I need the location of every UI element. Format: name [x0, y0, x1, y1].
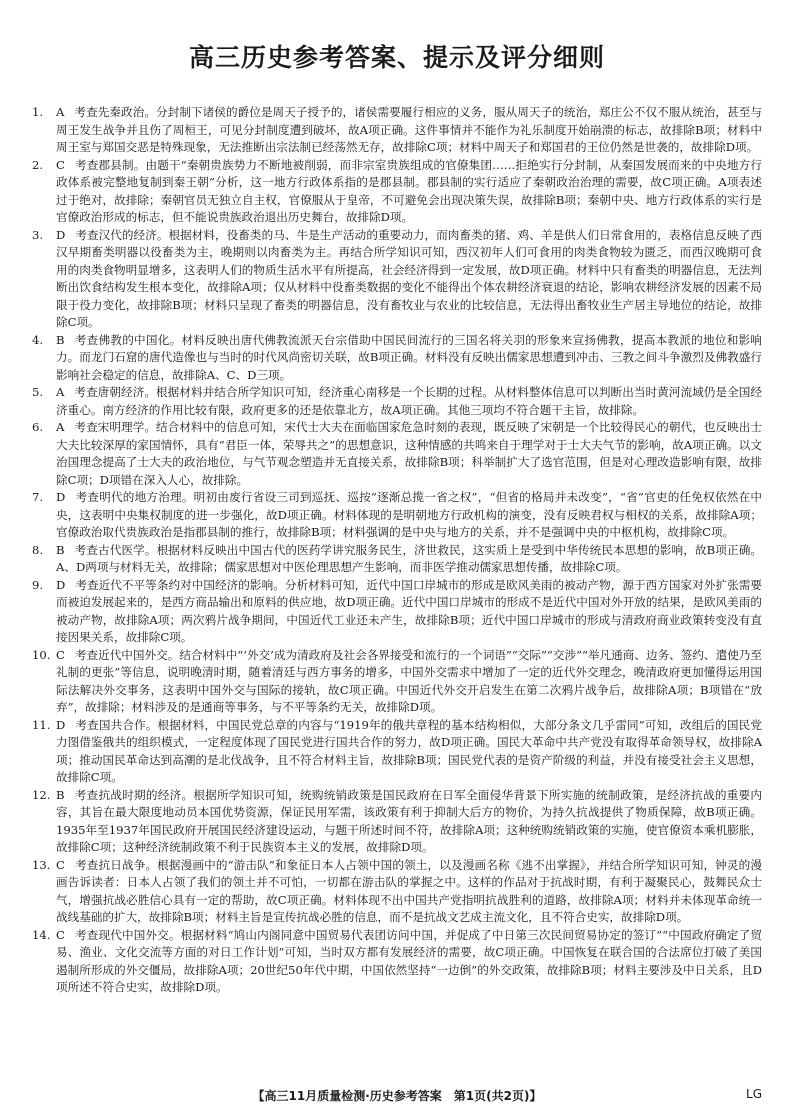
- answer-letter: C: [56, 647, 65, 662]
- answer-item: [32, 927, 762, 997]
- answer-letter: B: [56, 332, 65, 347]
- answer-letter: D: [56, 717, 66, 732]
- answer-item: [32, 227, 762, 332]
- answer-explanation: 考查近代中国外交。结合材料中“‘外交’成为清政府及社会各界接受和流行的一个词语”“交际”“交涉”“举凡通商、边务、签约、遣使乃至礼制的更张”等信息，说明晚清时期，随着清廷与西方事务的增多，中国外交需求中增加了一定的近代外交理念，晚清政府更加懂得运用国际法解决外交事务，这表明中国外交与国际的接轨，故C项正确。中国近代外交开启发生在第二次鸦片战争后，故排除A项；B项错在“放弃”，故排除；材料涉及的是通商等事务，与不平等条约无关，故排除D项。: [56, 647, 762, 714]
- answer-letter: C: [56, 157, 65, 172]
- answer-item: [32, 542, 762, 577]
- answer-number: 8.: [32, 542, 44, 557]
- footer-page-info: 【高三11月质量检测·历史参考答案 第1页(共2页)】: [252, 1089, 542, 1103]
- answer-letter: B: [56, 787, 65, 802]
- answer-explanation: 考查明代的地方治理。明初由废行省设三司到巡抚、巡按“逐渐总揽一省之权”，“但省的格局并未改变”，“省”官吏的任免权依然在中央，这表明中央集权制度的进一步强化，故D项正确。材料体现的是明朝地方行政机构的演变，没有反映君权与相权的关系，故排除A项；官僚政治取代贵族政治是指郡县制的推行，故排除B项；材料强调的是中央与地方的关系，并不是强调中央的中枢机构，故排除C项。: [56, 490, 762, 539]
- answer-number: 6.: [32, 420, 44, 434]
- answer-item: [32, 332, 762, 385]
- answer-item: [32, 647, 762, 717]
- answer-explanation: 考查古代医学。根据材料反映出中国古代的医药学讲究服务民生，济世救民，这实质上是受到中华传统民本思想的影响，故B项正确。A、D两项与材料无关，故排除；儒家思想对中医伦理思想产生影响，而非医学推动儒家思想传播，故排除C项。: [56, 542, 762, 574]
- answer-list: [32, 104, 762, 997]
- answer-letter: A: [56, 420, 65, 434]
- answer-number: 3.: [32, 227, 44, 242]
- page-title: 高三历史参考答案、提示及评分细则: [188, 43, 605, 72]
- answer-letter: B: [56, 542, 65, 557]
- answer-item: [32, 157, 762, 227]
- answer-item: [32, 489, 762, 542]
- answer-number: 12.: [32, 787, 51, 802]
- answer-item: [32, 787, 762, 857]
- footer-code: LG: [746, 1087, 762, 1101]
- answer-item: [32, 857, 762, 927]
- answer-letter: D: [56, 227, 66, 242]
- answer-number: 9.: [32, 577, 44, 592]
- answer-explanation: 考查郡县制。由题干“秦朝贵族势力不断地被削弱，而非宗室贵族组成的官僚集团……拒绝实行分封制，从秦国发展而来的中央地方行政体系被完整地复制到秦王朝”分析，这一地方行政体系指的是郡县制。郡县制的实行适应了秦朝政治治理的需要，故C项正确。A项表述过于绝对，故排除；秦朝官员无独立自主权，官僚服从于皇帝，不可避免会出现决策失误，故排除B项；秦朝中央、地方行政体系的实行是官僚政治形成的标志，但不能说贵族政治退出历史舞台，故排除D项。: [56, 157, 762, 224]
- answer-number: 7.: [32, 490, 44, 504]
- answer-item: [32, 419, 762, 489]
- answer-number: 2.: [32, 157, 44, 172]
- answer-number: 4.: [32, 332, 44, 347]
- answer-number: 14.: [32, 927, 51, 942]
- answer-item: [32, 384, 762, 419]
- answer-item: [32, 717, 762, 787]
- answer-explanation: 考查抗战时期的经济。根据所学知识可知，统购统销政策是国民政府在日军全面侵华背景下所实施的统制政策，是经济抗战的重要内容，其旨在最大限度地动员本国优势资源，保证民用军需，该政策有利于抑制大后方的物价，为持久抗战提供了物质保障，故B项正确。1935年至1937年国民政府开展国民经济建设运动，与题干所述时间不符，故排除A项；这种统购统销政策的实施，使官僚资本乘机膨胀，故排除C项；这种经济统制政策不利于民族资本主义的发展，故排除D项。: [56, 787, 762, 854]
- answer-explanation: 考查先秦政治。分封制下诸侯的爵位是周天子授予的，诸侯需要履行相应的义务，服从周天子的统治，郑庄公不仅不服从统治，甚至与周王发生战争并且伤了周桓王，可见分封制度遭到破坏，故A项正确。这件事情并不能作为礼乐制度开始崩溃的标志，故排除B项；材料中周王室与郑国交恶是特殊现象，无法推断出宗法制已经荡然无存，故排除C项；材料中周天子和郑国君的王位仍然是世袭的，故排除D项。: [56, 105, 762, 154]
- answer-letter: D: [56, 577, 66, 592]
- answer-explanation: 考查近代不平等条约对中国经济的影响。分析材料可知，近代中国口岸城市的形成是欧风美雨的被动产物，源于西方国家对外扩张需要而被迫发展起来的，是西方商品输出和原料的供应地，故D项正确。近代中国口岸城市的形成不是近代中国对外开放的结果，是欧风美雨的被动产物，故排除A项；两次鸦片战争期间，中国近代工业还未产生，故排除B项；近代中国口岸城市的形成与清政府商业政策转变没有直接因果关系，故排除C项。: [56, 577, 762, 644]
- answer-explanation: 考查宋明理学。结合材料中的信息可知，宋代士大夫在面临国家危急时刻的表现，既反映了宋朝是一个比较得民心的朝代，也反映出士大夫比较深厚的家国情怀，具有“君臣一体，荣辱共之”的思想意识，这种情感的共鸣来自于理学对于士大夫气节的影响，故A项正确。以文治国理念提高了士大夫的政治地位，与气节观念塑造并无直接关系，故排除B项；科举制扩大了选官范围，但是对心理改造影响有限，故排除C项；D项错在深入人心，故排除。: [56, 420, 762, 487]
- answer-explanation: 考查佛教的中国化。材料反映出唐代佛教流派天台宗借助中国民间流行的三国名将关羽的形象来宣扬佛教，提高本教派的地位和影响力。而龙门石窟的唐代造像也与当时的时代风尚密切关联，故B项正确。材料没有反映出儒家思想遭到冲击、三教之间斗争激烈及佛教盛行影响社会稳定的信息，故排除A、C、D三项。: [56, 332, 762, 382]
- answer-letter: C: [56, 927, 65, 942]
- answer-number: 13.: [32, 857, 51, 872]
- answer-number: 11.: [32, 717, 51, 732]
- answer-explanation: 考查国共合作。根据材料，中国民党总章的内容与“1919年的俄共章程的基本结构相似，大部分条文几乎雷同”可知，改组后的国民党力图借鉴俄共的组织模式，一定程度体现了国民党进行国共合作的努力，故D项正确。国民大革命中共产党没有取得革命领导权，故排除A项；推动国民革命达到高潮的是北伐战争，且不符合材料主旨，故排除B项；国民党代表的是资产阶级的利益，并没有接受社会主义思想，故排除C项。: [56, 717, 762, 784]
- answer-letter: A: [56, 385, 65, 399]
- answer-item: [32, 104, 762, 157]
- answer-item: [32, 577, 762, 647]
- answer-number: 5.: [32, 385, 44, 399]
- answer-letter: D: [56, 490, 66, 504]
- answer-letter: A: [56, 105, 65, 119]
- answer-explanation: 考查汉代的经济。根据材料，役畜类的马、牛是生产活动的重要动力，而肉畜类的猪、鸡、羊是供人们日常食用的，表格信息反映了西汉早期畜类明器以役畜类为主，晚期则以肉畜类为主。再结合所学知识可知，西汉初年人们可食用的肉类食物较为匮乏，而西汉晚期可食用的肉类食物明显增多，这表明人们的物质生活水平有所提高，社会经济得到一定发展，故D项正确。材料中只有畜类的明器信息，无法判断出饮食结构发生根本变化，故排除A项；仅从材料中役畜类数据的变化不能得出个体农耕经济衰退的结论，影响农耕经济发展的因素不局限于役力变化，故排除B项；材料只呈现了畜类的明器信息，没有畜牧业与农业的比较信息，无法得出畜牧业生产居主导地位的结论，故排除C项。: [56, 227, 762, 329]
- answer-explanation: 考查抗日战争。根据漫画中的“游击队”和象征日本人占领中国的领土，以及漫画名称《逃不出掌握》，并结合所学知识可知，钟灵的漫画告诉读者：日本人占领了我们的领土并不可怕，一切都在游击队的掌握之中。这样的作品对于抗战时期，有利于凝聚民心，鼓舞民众士气，增强抗战必胜信心具有一定的帮助，故C项正确。材料体现不出中国共产党指明抗战胜利的道路，故排除A项；材料并未体现革命统一战线基础的扩大，故排除B项；材料主旨是宣传抗战必胜的信息，而不是抗战文艺成主流文化，且不符合史实，故排除D项。: [56, 857, 762, 924]
- answer-letter: C: [56, 857, 65, 872]
- answer-number: 1.: [32, 105, 44, 119]
- answer-explanation: 考查现代中国外交。根据材料“鸠山内阁同意中国贸易代表团访问中国，并促成了中日第三次民间贸易协定的签订”“中国政府确定了贸易、渔业、文化交流等方面的对日工作计划”可知，当时双方都有发展经济的需要，故C项正确。中国恢复在联合国的合法席位打破了美国遏制所形成的外交僵局，故排除A项；20世纪50年代中期，中国依然坚持“一边倒”的外交政策，故排除B项；材料主要涉及中日关系，且D项所述不符合史实，故排除D项。: [56, 927, 762, 994]
- answer-number: 10.: [32, 647, 51, 662]
- answer-explanation: 考查唐朝经济。根据材料并结合所学知识可知，经济重心南移是一个长期的过程。从材料整体信息可以判断出当时黄河流域仍是全国经济重心。南方经济的作用比较有限，政府更多的还是依靠北方，故A项正确。其他三项均不符合题干主旨，故排除。: [56, 385, 762, 417]
